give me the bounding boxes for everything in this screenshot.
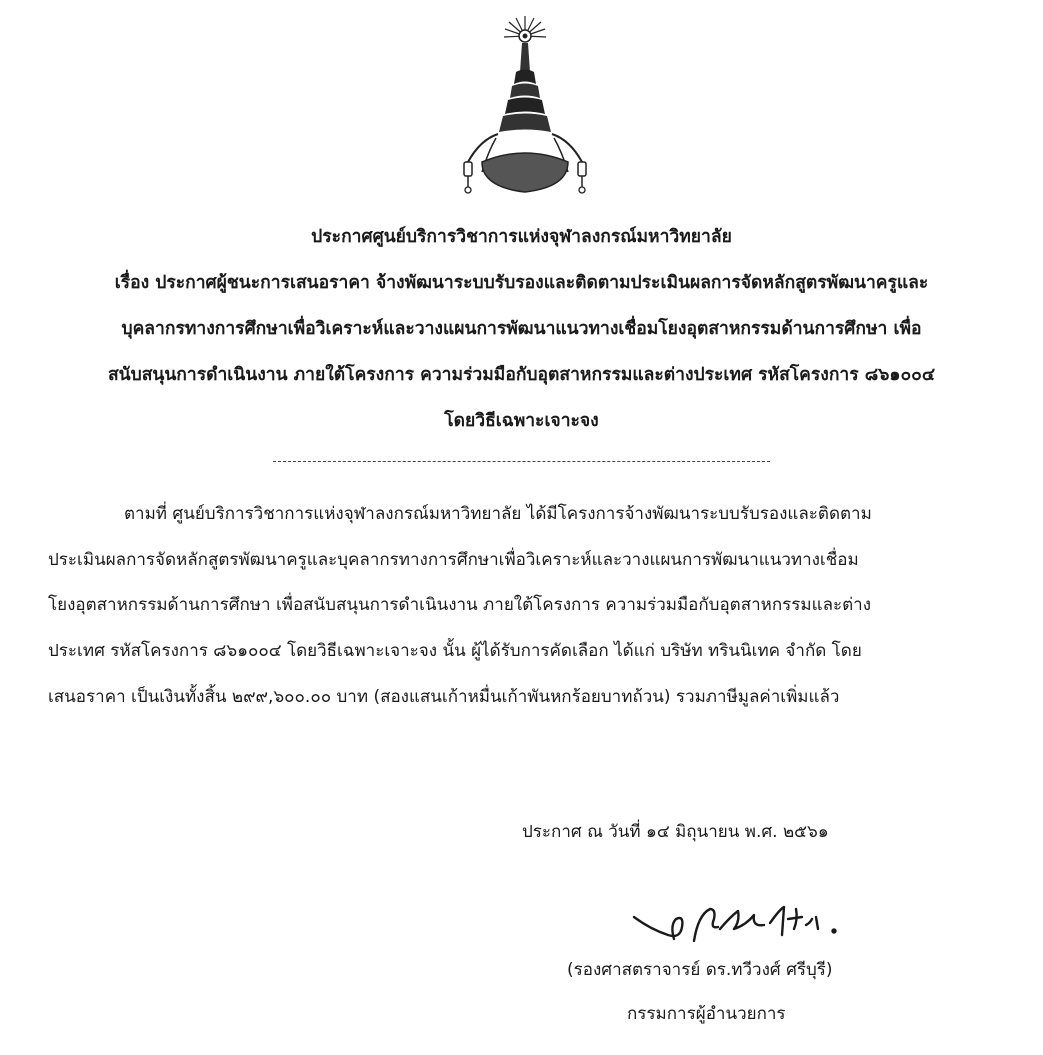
announcement-date: ประกาศ ณ วันที่ ๑๔ มิถุนายน พ.ศ. ๒๕๖๑ xyxy=(522,822,829,842)
subject-line: เรื่อง ประกาศผู้ชนะการเสนอราคา จ้างพัฒนาระบบรับรองและติดตามประเมินผลการจัดหลักสูตรพัฒนาครูและ xyxy=(114,273,929,293)
subject-line: บุคลากรทางการศึกษาเพื่อวิเคราะห์และวางแผนการพัฒนาแนวทางเชื่อมโยงอุตสาหกรรมด้านการศึกษา เพื่อ xyxy=(121,319,922,339)
subject-line: โดยวิธีเฉพาะเจาะจง xyxy=(444,411,599,431)
announcement-title: ประกาศศูนย์บริการวิชาการแห่งจุฬาลงกรณ์มหาวิทยาลัย xyxy=(311,227,732,247)
signatory-name: (รองศาสตราจารย์ ดร.ทวีวงศ์ ศรีบุรี) xyxy=(567,960,833,980)
university-emblem-icon xyxy=(460,12,590,197)
body-line: ตามที่ ศูนย์บริการวิชาการแห่งจุฬาลงกรณ์มหาวิทยาลัย ได้มีโครงการจ้างพัฒนาระบบรับรองและติดตาม xyxy=(124,504,872,524)
body-line: โยงอุตสาหกรรมด้านการศึกษา เพื่อสนับสนุนการดำเนินงาน ภายใต้โครงการ ความร่วมมือกับอุตสาหกรรมและต่าง xyxy=(48,595,872,615)
body-line: ประเทศ รหัสโครงการ ๘๖๑๐๐๔ โดยวิธีเฉพาะเจาะจง นั้น ผู้ได้รับการคัดเลือก ได้แก่ บริษัท ทรินนิเทค จำกัด โดย xyxy=(48,641,862,661)
separator-line xyxy=(273,461,770,462)
body-line: ประเมินผลการจัดหลักสูตรพัฒนาครูและบุคลากรทางการศึกษาเพื่อวิเคราะห์และวางแผนการพัฒนาแนวทางเชื่อม xyxy=(48,550,859,570)
signatory-position: กรรมการผู้อำนวยการ xyxy=(627,1004,786,1024)
body-line: เสนอราคา เป็นเงินทั้งสิ้น ๒๙๙,๖๐๐.๐๐ บาท (สองแสนเก้าหมื่นเก้าพันหกร้อยบาทถ้วน) รวมภาษีมูลค่าเพิ่มแล้ว xyxy=(48,687,840,707)
subject-line: สนับสนุนการดำเนินงาน ภายใต้โครงการ ความร่วมมือกับอุตสาหกรรมและต่างประเทศ รหัสโครงการ ๘๖๑๐๐๔ xyxy=(107,365,936,385)
